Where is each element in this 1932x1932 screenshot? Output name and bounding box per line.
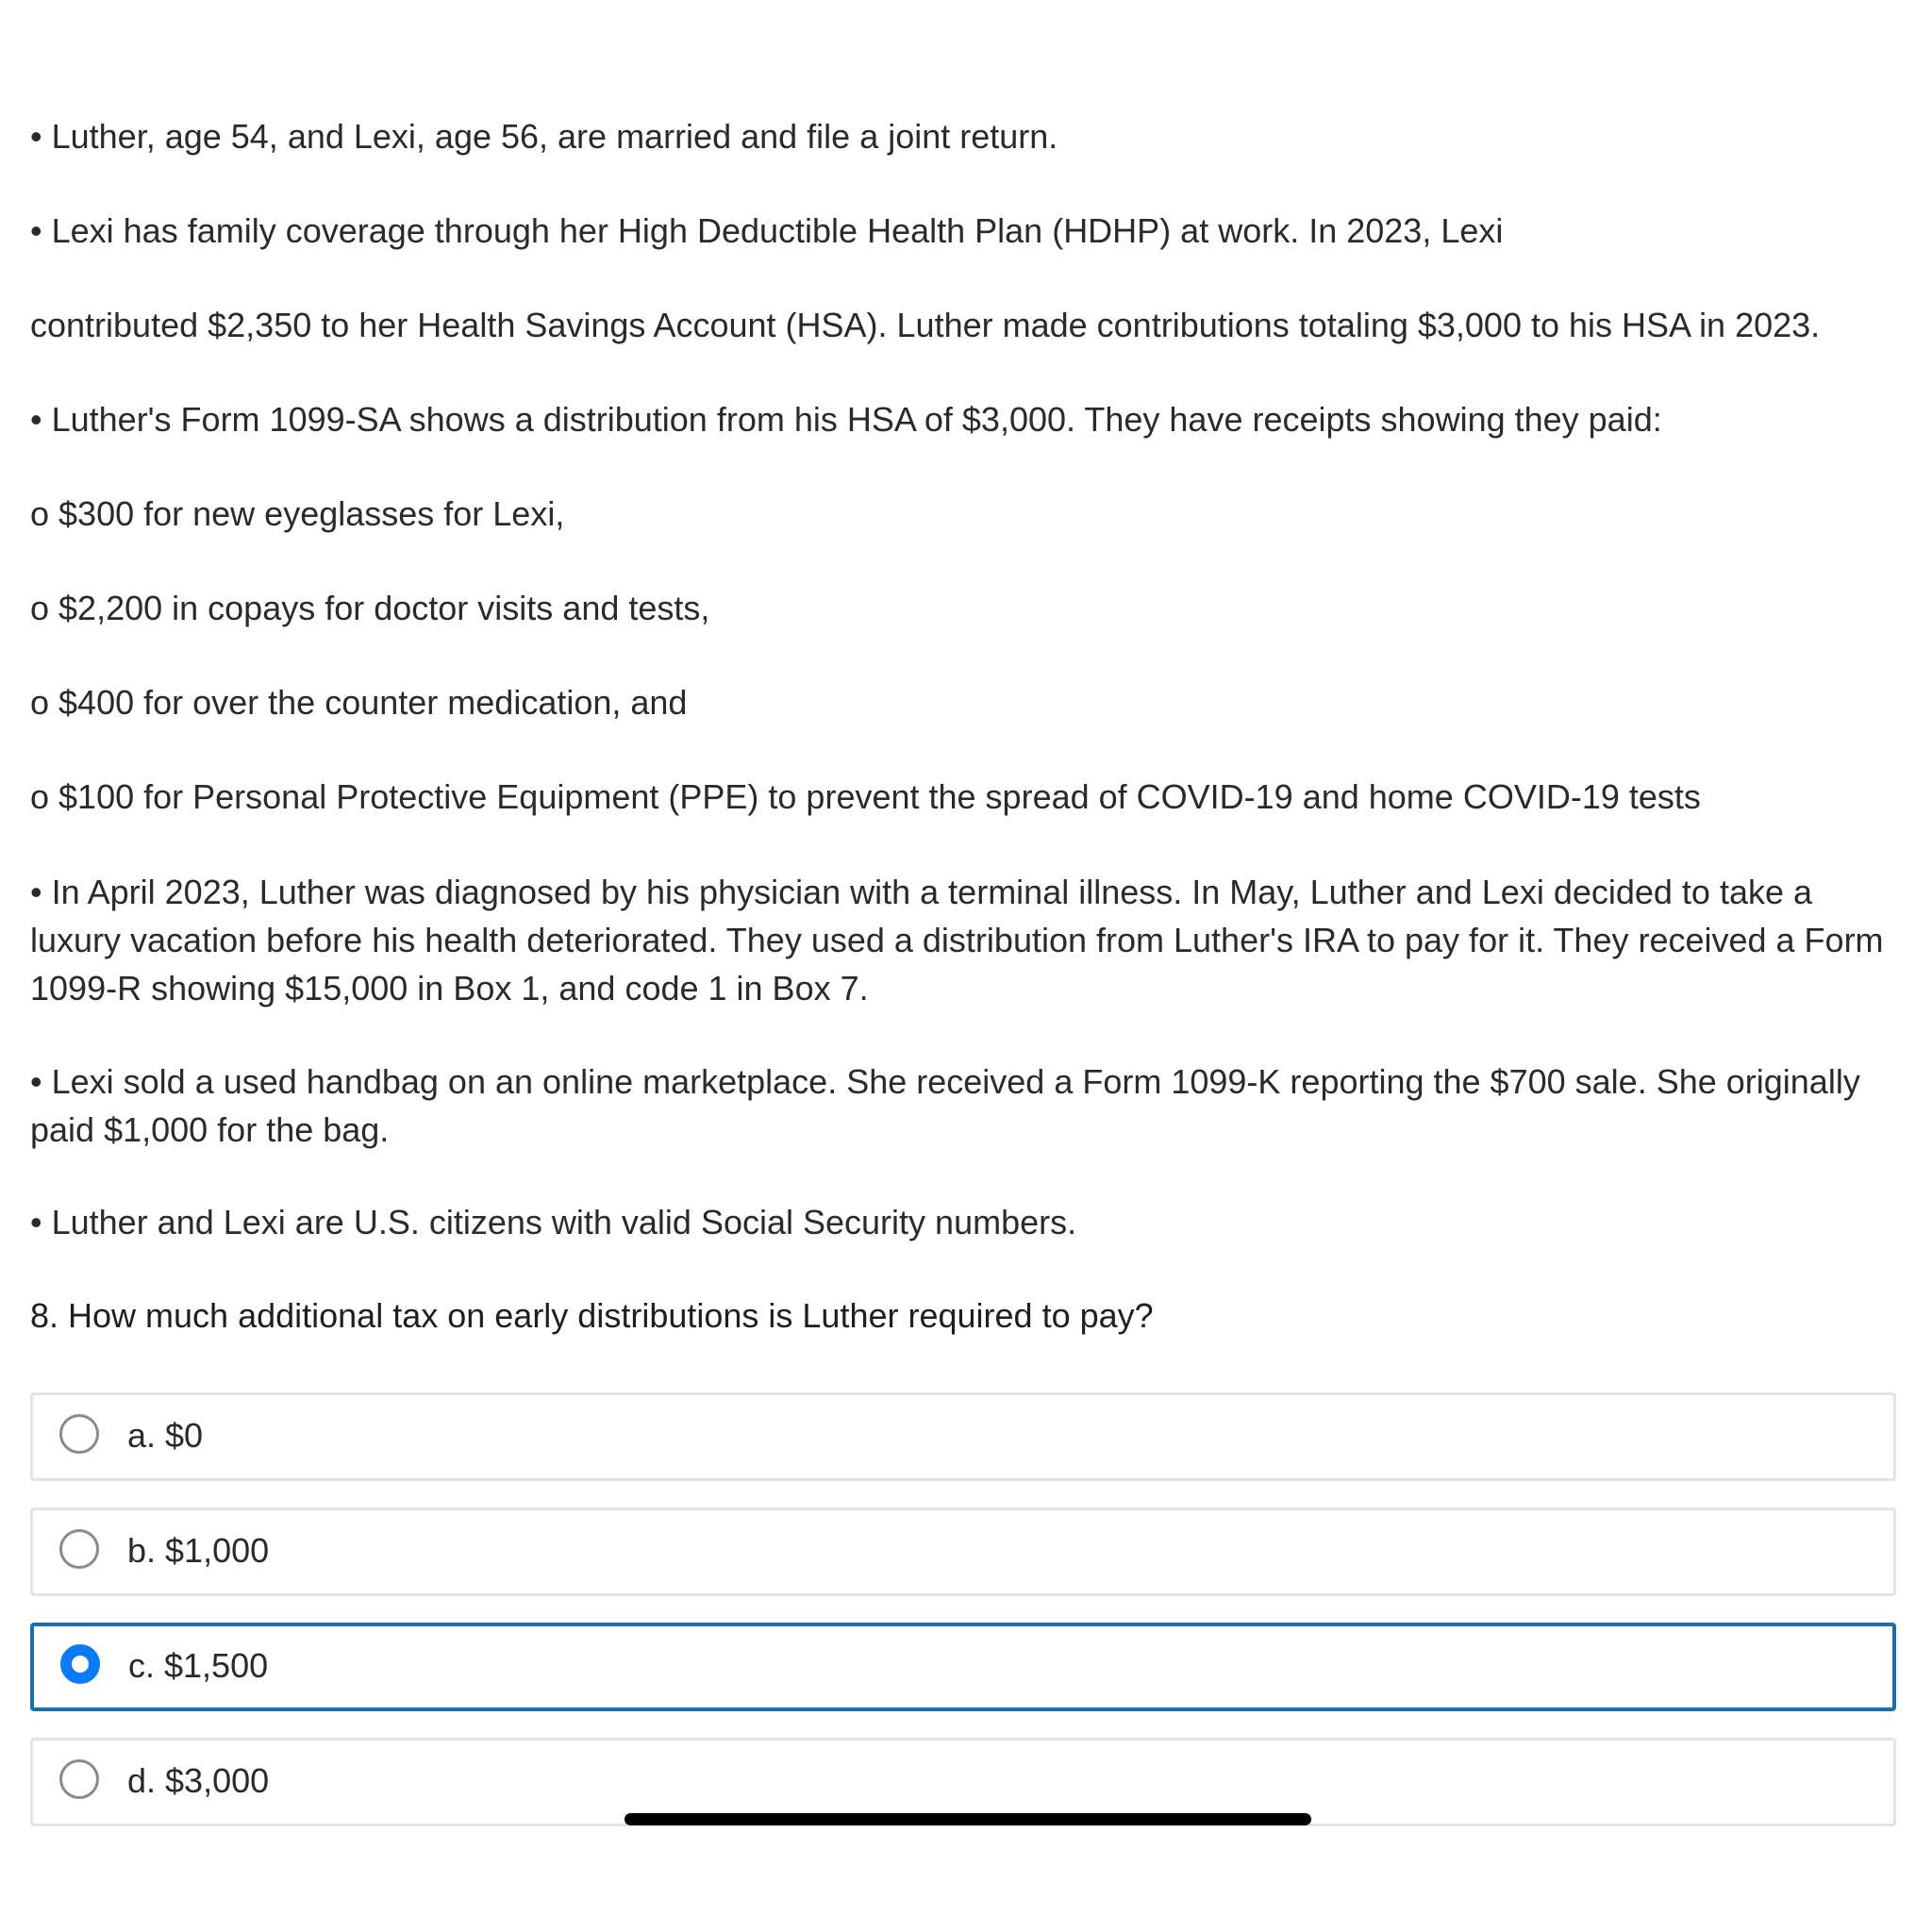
receipt-copays: o $2,200 in copays for doctor visits and tests, xyxy=(30,589,710,627)
fact-ira-distribution: • In April 2023, Luther was diagnosed by his physician with a terminal illness. In May, Luther and Lexi decided to take a luxury vacation before his health deteriorated. They used a distribution from Luther's IRA to pay for it. They received a Form 1099-R showing $15,000 in Box 1, and code 1 in Box 7. xyxy=(30,873,1884,1008)
receipt-ppe: o $100 for Personal Protective Equipment (PPE) to prevent the spread of COVID-19 and home COVID-19 tests xyxy=(30,777,1701,816)
radio-checked-icon[interactable] xyxy=(60,1644,100,1684)
home-indicator xyxy=(625,1813,1311,1825)
fact-filing-status: • Luther, age 54, and Lexi, age 56, are married and file a joint return. xyxy=(30,117,1058,156)
radio-icon[interactable] xyxy=(59,1529,99,1569)
option-b[interactable] xyxy=(30,1507,1896,1596)
receipt-otc-medication: o $400 for over the counter medication, and xyxy=(30,683,688,722)
radio-icon[interactable] xyxy=(59,1759,99,1799)
option-label: c. $1,500 xyxy=(128,1646,269,1685)
fact-handbag-sale: • Lexi sold a used handbag on an online marketplace. She received a Form 1099-K reporting the $700 sale. She originally paid $1,000 for the bag. xyxy=(30,1062,1860,1149)
fact-hdhp-coverage: • Lexi has family coverage through her High Deductible Health Plan (HDHP) at work. In 2023, Lexi xyxy=(30,211,1504,250)
option-label: b. $1,000 xyxy=(127,1531,270,1570)
fact-citizenship: • Luther and Lexi are U.S. citizens with valid Social Security numbers. xyxy=(30,1203,1077,1241)
option-a[interactable] xyxy=(30,1392,1896,1481)
option-label: d. $3,000 xyxy=(127,1761,270,1800)
radio-icon[interactable] xyxy=(59,1414,99,1454)
receipt-eyeglasses: o $300 for new eyeglasses for Lexi, xyxy=(30,494,565,533)
fact-hsa-contributions: contributed $2,350 to her Health Savings Account (HSA). Luther made contributions totaling $3,000 to his HSA in 2023. xyxy=(30,306,1821,344)
fact-1099-sa: • Luther's Form 1099-SA shows a distribution from his HSA of $3,000. They have receipts showing they paid: xyxy=(30,400,1662,439)
option-c[interactable] xyxy=(30,1623,1896,1711)
option-label: a. $0 xyxy=(127,1416,204,1455)
question-text: 8. How much additional tax on early distributions is Luther required to pay? xyxy=(30,1296,1154,1335)
